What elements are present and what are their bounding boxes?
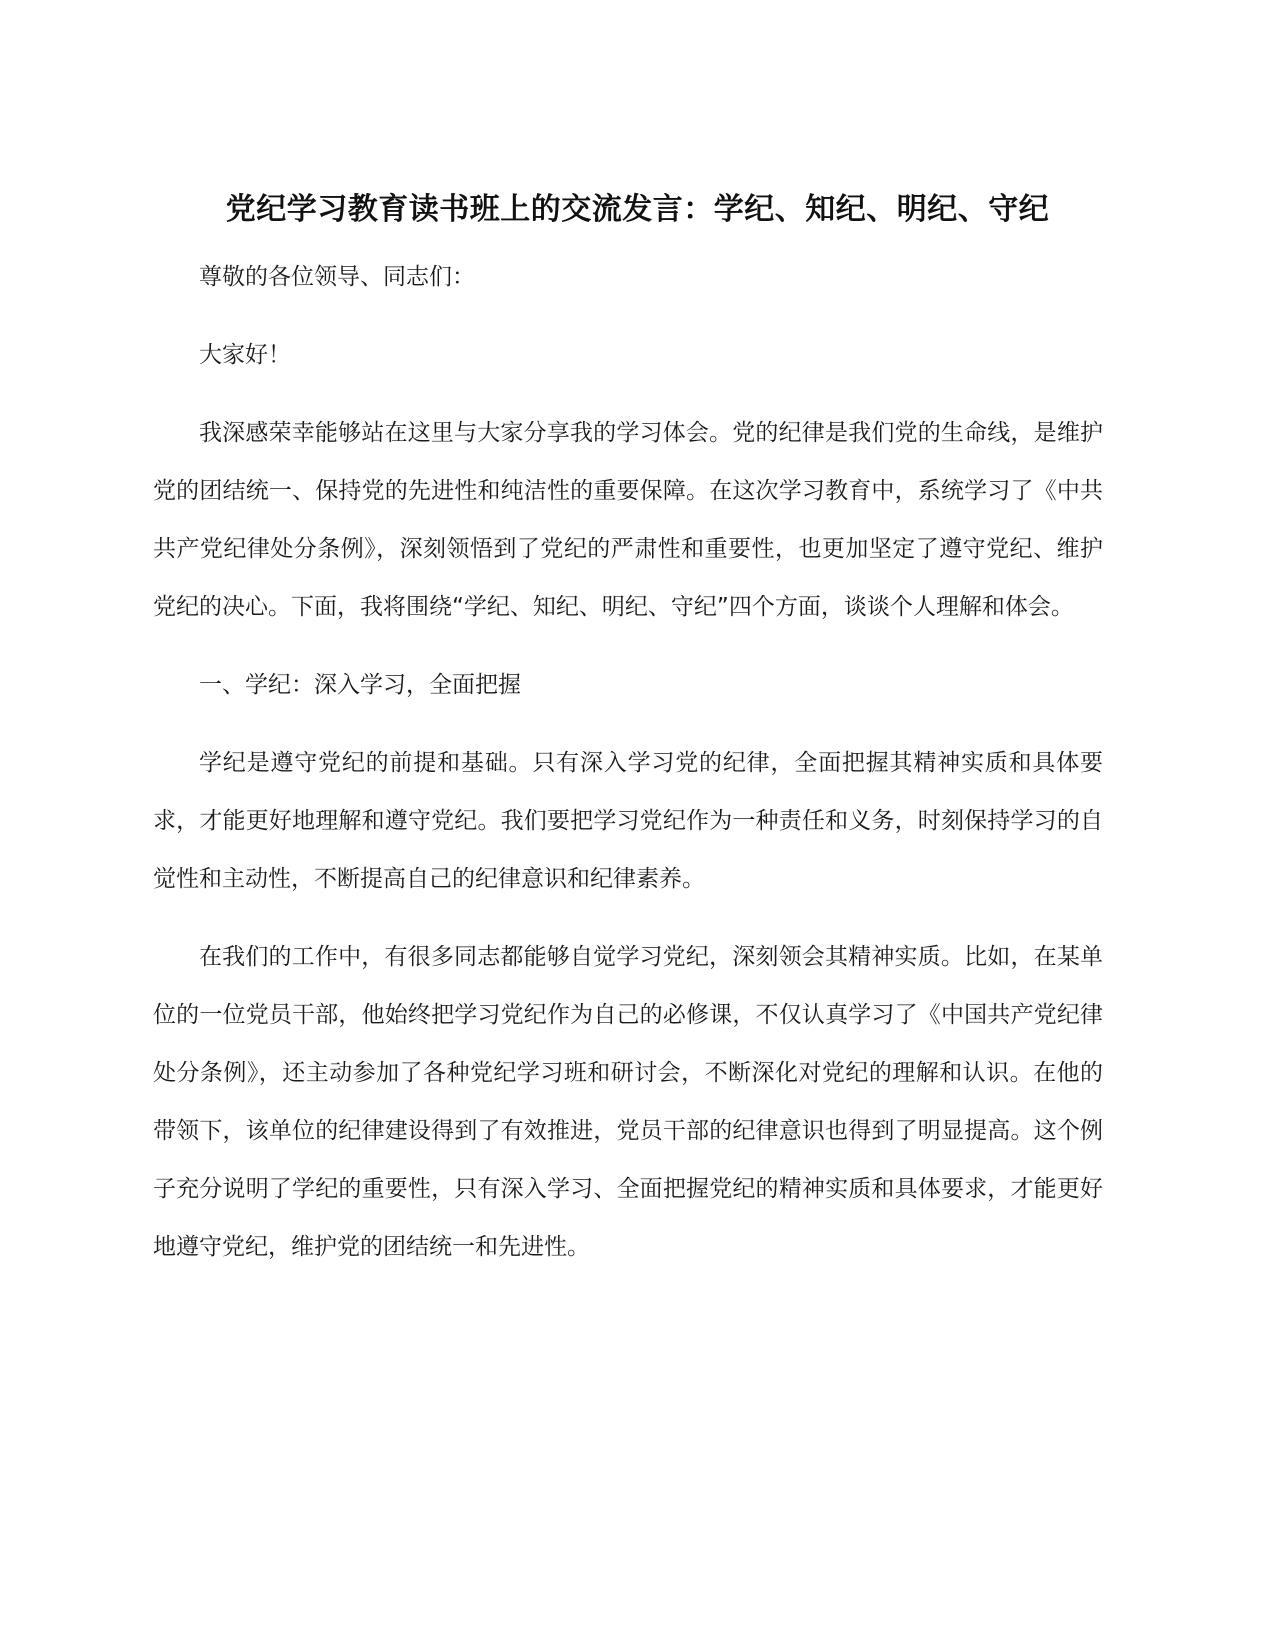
document-title: 党纪学习教育读书班上的交流发言：学纪、知纪、明纪、守纪 bbox=[225, 192, 1050, 227]
salutation: 尊敬的各位领导、同志们： bbox=[199, 264, 475, 290]
document-body bbox=[153, 248, 1103, 1296]
body-paragraph: 在我们的工作中，有很多同志都能够自觉学习党纪，深刻领会其精神实质。比如，在某单位的一位党员干部，他始终把学习党纪作为自己的必修课，不仅认真学习了《中国共产党纪律处分条例》，还主动参加了各种党纪学习班和研讨会，不断深化对党纪的理解和认识。在他的带领下，该单位的纪律建设得到了有效推进，党员干部的纪律意识也得到了明显提高。这个例子充分说明了学纪的重要性，只有深入学习、全面把握党纪的精神实质和具体要求，才能更好地遵守党纪，维护党的团结统一和先进性。 bbox=[153, 944, 1103, 1260]
greeting: 大家好！ bbox=[199, 342, 291, 368]
body-paragraph: 学纪是遵守党纪的前提和基础。只有深入学习党的纪律，全面把握其精神实质和具体要求，才能更好地理解和遵守党纪。我们要把学习党纪作为一种责任和义务，时刻保持学习的自觉性和主动性，不断提高自己的纪律意识和纪律素养。 bbox=[153, 750, 1103, 892]
section-heading: 一、学纪：深入学习，全面把握 bbox=[199, 672, 521, 698]
intro-paragraph: 我深感荣幸能够站在这里与大家分享我的学习体会。党的纪律是我们党的生命线，是维护党的团结统一、保持党的先进性和纯洁性的重要保障。在这次学习教育中，系统学习了《中共共产党纪律处分条例》，深刻领悟到了党纪的严肃性和重要性，也更加坚定了遵守党纪、维护党纪的决心。下面，我将围绕“学纪、知纪、明纪、守纪”四个方面，谈谈个人理解和体会。 bbox=[153, 420, 1103, 620]
